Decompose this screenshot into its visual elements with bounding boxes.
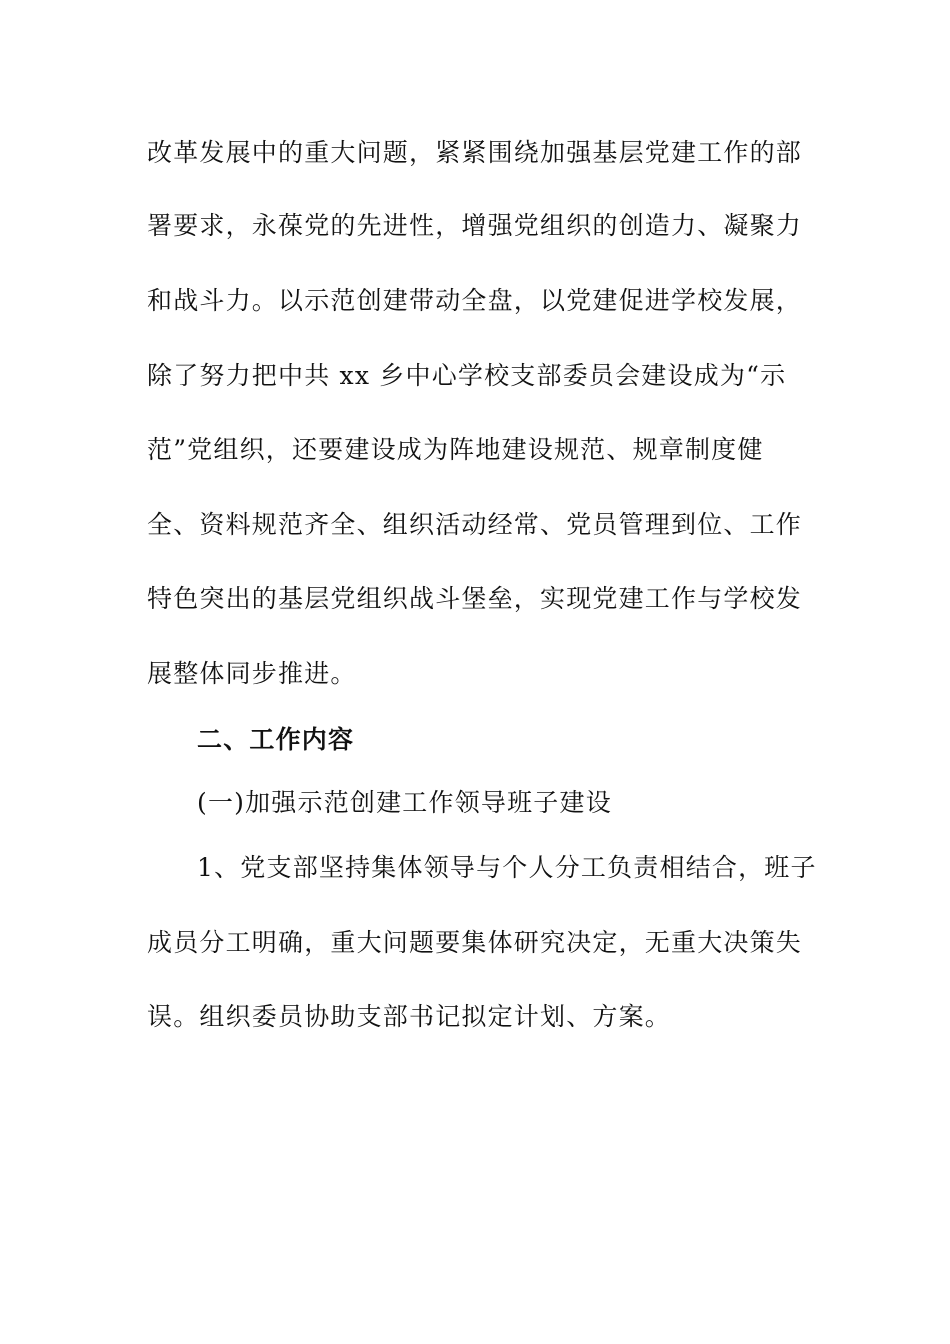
paragraph-line: 成员分工明确，重大问题要集体研究决定，无重大决策失 (147, 928, 803, 957)
paragraph-line: 范”党组织，还要建设成为阵地建设规范、规章制度健 (147, 435, 764, 464)
paragraph-line: 署要求，永葆党的先进性，增强党组织的创造力、凝聚力 (147, 211, 803, 240)
paragraph-line: 全、资料规范齐全、组织活动经常、党员管理到位、工作 (147, 510, 803, 539)
paragraph-line: 展整体同步推进。 (147, 659, 357, 688)
paragraph-line: 特色突出的基层党组织战斗堡垒，实现党建工作与学校发 (147, 584, 803, 613)
paragraph-line: 除了努力把中共 xx 乡中心学校支部委员会建设成为“示 (147, 361, 787, 390)
paragraph-line: 误。组织委员协助支部书记拟定计划、方案。 (147, 1002, 672, 1031)
paragraph-line: 改革发展中的重大问题，紧紧围绕加强基层党建工作的部 (147, 138, 803, 167)
section-heading: 二、工作内容 (197, 725, 355, 754)
subsection-heading: (一)加强示范创建工作领导班子建设 (197, 788, 612, 817)
paragraph-line: 1、党支部坚持集体领导与个人分工负责相结合，班子 (197, 853, 817, 882)
paragraph-line: 和战斗力。以示范创建带动全盘，以党建促进学校发展， (147, 286, 803, 315)
